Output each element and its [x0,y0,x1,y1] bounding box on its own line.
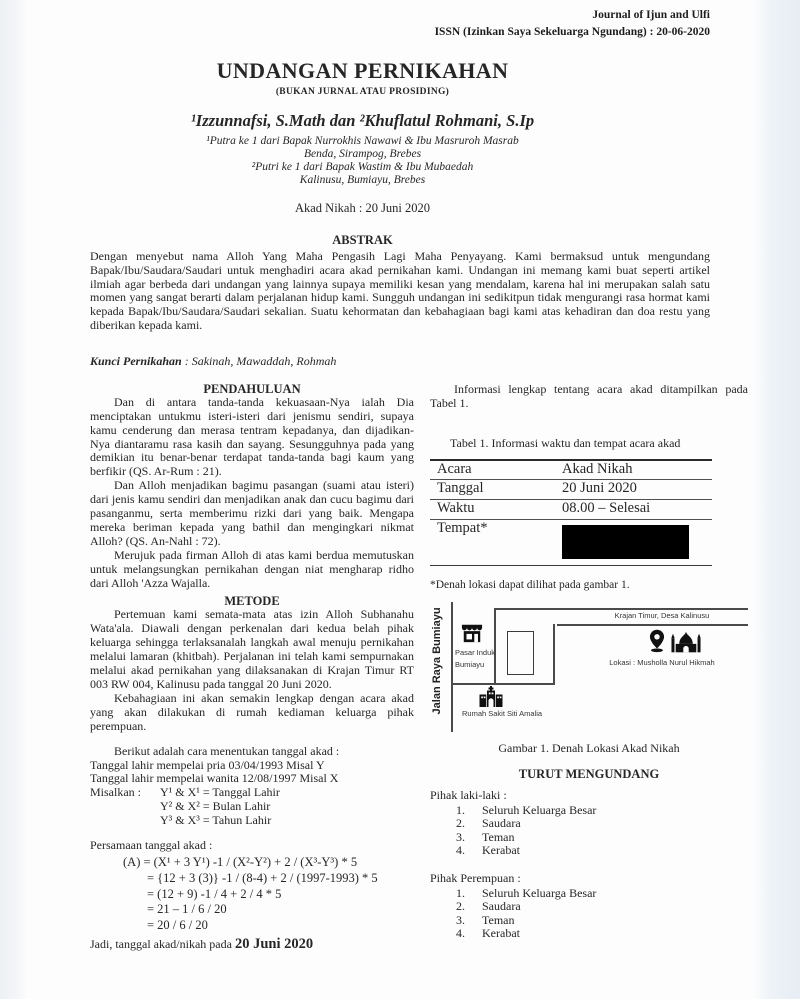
venue-location-label: Lokasi : Musholla Nurul Hikmah [609,658,715,668]
equation-block [90,855,414,934]
right-column [430,383,748,952]
assumption-label: Misalkan : [90,785,141,800]
list-item: Kerabat [482,926,520,941]
keywords-line [90,354,710,369]
pendahuluan-heading: PENDAHULUAN [203,381,301,396]
metode-paragraph-2: Kebahagiaan ini akan semakin lengkap dengan acara akad yang akan dilakukan di rumah kediaman keluarga pihak perempuan. [90,690,414,733]
table-row-value: Akad Nikah [562,460,633,477]
affiliation-line: Benda, Sirampog, Brebes [303,148,422,160]
assumption-line: Y² & X² = Bulan Lahir [160,799,271,814]
market-label-line2: Bumiayu [455,660,485,670]
assumption-line: Y¹ & X¹ = Tanggal Lahir [160,785,280,800]
two-column-body [90,381,748,952]
list-item: Kerabat [482,843,520,858]
equation-title: Persamaan tanggal akad : [90,838,213,853]
assumption-line: Y³ & X³ = Tahun Lahir [160,813,272,828]
equation-line: (A) = (X¹ + 3 Y¹) -1 / (X²-Y²) + 2 / (X³-Y³) * 5 [123,854,358,869]
list-item: Saudara [482,816,521,831]
side-road-right-line [553,624,555,685]
keywords-label: Kunci Pernikahan [90,353,182,368]
figure-caption: Gambar 1. Denah Lokasi Akad Nikah [498,741,680,756]
invite-heading: TURUT MENGUNDANG [518,767,660,782]
table-caption: Tabel 1. Informasi waktu dan tempat acara akad [450,435,681,450]
page-title: UNDANGAN PERNIKAHAN [216,58,509,83]
location-map-figure [426,602,748,732]
document-page [90,0,748,952]
storefront-icon [461,622,483,644]
groom-side-label: Pihak laki-laki : [430,787,507,802]
table-row-label: Tempat* [437,520,488,537]
groom-birthdate-line: Tanggal lahir mempelai pria 03/04/1993 Misal Y [90,757,325,772]
main-road-label: Jalan Raya Bumiayu [431,607,444,715]
table-row-value: 20 Juni 2020 [562,480,637,497]
map-pin-icon [648,628,666,654]
scan-left-margin [0,0,28,999]
hospital-label: Rumah Sakit Siti Amalia [462,709,543,719]
alley-road-top-line [494,608,748,610]
list-item: Teman [482,829,515,844]
table-row-value: 08.00 – Selesai [562,500,651,517]
hospital-icon [479,686,503,707]
conclusion-date: 20 Juni 2020 [234,935,314,952]
alley-name-label: Krajan Timur, Desa Kalinusu [614,611,710,621]
bride-side-list [430,887,748,941]
title-block [90,58,635,248]
redacted-location-box [562,525,689,559]
pendahuluan-paragraph-1: Dan di antara tanda-tanda kekuasaan-Nya ialah Dia menciptakan untukmu isteri-isteri dari jenismu sendiri, supaya kamu cenderung dan merasa tentram kepadanya, dan dijadikan-Nya diantaramu rasa kasih dan sayang. Sesungguhnya pada yang demikian itu benar-benar terdapat tanda-tanda bagi kaum yang berfikir (QS. Ar-Rum : 21). [90,394,414,479]
table-row [430,480,712,500]
building-block [507,631,534,675]
table-row-label: Tanggal [437,480,484,497]
table-intro-paragraph: Informasi lengkap tentang acara akad ditampilkan pada Tabel 1. [430,381,748,410]
metode-heading: METODE [224,594,280,609]
main-road-line [451,602,453,732]
page-subtitle: (BUKAN JURNAL ATAU PROSIDING) [275,87,450,97]
assumption-block [90,786,414,828]
affiliation-line: ²Putri ke 1 dari Bapak Wastim & Ibu Mubaedah [251,161,474,173]
cross-road-line [451,683,555,685]
conclusion-prefix: Jadi, tanggal akad/nikah pada [90,936,235,951]
keywords-value: : Sakinah, Mawaddah, Rohmah [181,353,337,368]
left-column [90,383,414,952]
side-road-left-line [494,608,496,685]
alley-road-bottom-line [557,624,748,626]
table-row-label: Acara [437,460,472,477]
abstract-text: Dengan menyebut nama Alloh Yang Maha Pengasih Lagi Maha Penyayang. Kami bermaksud untuk mengundang Bapak/Ibu/Saudara/Saudari untuk menghadiri acara akad pernikahan kami. Undangan ini memang kami buat seperti artikel ilmiah agar berbeda dari undangan yang lainnya supaya memiliki kesan yang mendalam, karena hal ini merupakan salah satu momen yang sangat berarti dalam perjalanan hidup kami. Sungguh undangan ini sedikitpun tidak mengurangi rasa hormat kami kepada Bapak/Ibu/Saudara/Saudari sekalian. Suatu kehormatan dan kebahagiaan bagi kami atas kehadiran dan doa restu yang diberikan kepada kami. [90,249,710,332]
date-derivation-block [90,745,414,828]
journal-header [90,7,710,41]
akad-date-line: Akad Nikah : 20 Juni 2020 [294,201,431,215]
journal-name: Journal of Ijun and Ulfi [592,9,710,21]
groom-side-list [430,804,748,858]
metode-paragraph-1: Pertemuan kami semata-mata atas izin Alloh Subhanahu Wata'ala. Diawali dengan perkenalan dari kedua belah pihak keluarga sehingga terlaksanalah langkah awal menuju pernikahan melalui lamaran (khitbah). Perjalanan ini telah kami sempurnakan melalui akad pernikahan yang dilaksanakan di Krajan Timur RT 003 RW 004, Kalinusu pada tanggal 20 Juni 2020. [90,607,414,691]
event-info-table [430,459,712,567]
table-row [430,500,712,520]
mosque-icon [671,631,701,653]
abstract-heading: ABSTRAK [332,233,393,247]
bride-side-label: Pihak Perempuan : [430,870,521,885]
table-row-label: Waktu [437,500,475,517]
list-item: Saudara [482,899,521,914]
table-row [430,520,712,566]
pendahuluan-paragraph-3: Merujuk pada firman Alloh di atas kami berdua memutuskan untuk melangsungkan pernikahan dengan niat mengharap ridho dari Alloh 'Azza Wajalla. [90,547,414,590]
equation-line: = (12 + 9) -1 / 4 + 2 / 4 * 5 [147,886,282,901]
bride-birthdate-line: Tanggal lahir mempelai wanita 12/08/1997 Misal X [90,771,339,786]
list-item: Seluruh Keluarga Besar [482,885,597,900]
assumption-lines [160,786,280,828]
equation-line: = 20 / 6 / 20 [147,918,208,933]
market-label-line1: Pasar Induk [455,648,496,658]
derivation-intro: Berikut adalah cara menentukan tanggal akad : [114,743,340,758]
list-item: Teman [482,912,515,927]
equation-line: = {12 + 3 (3)} -1 / (8-4) + 2 / (1997-1993) * 5 [147,870,378,885]
affiliation-line: ¹Putra ke 1 dari Bapak Nurrokhis Nawawi & Ibu Masruroh Masrab [206,135,519,147]
scan-right-margin [753,0,800,999]
authors-line: ¹Izzunnafsi, S.Math dan ²Khuflatul Rohmani, S.Ip [190,111,535,130]
table-row [430,461,712,481]
equation-line: = 21 – 1 / 6 / 20 [147,902,227,917]
table-footnote: *Denah lokasi dapat dilihat pada gambar 1. [430,579,630,592]
conclusion-line [90,935,414,952]
list-item: Seluruh Keluarga Besar [482,802,597,817]
issn-line: ISSN (Izinkan Saya Sekeluarga Ngundang) : 20-06-2020 [434,26,710,38]
table-row-value [562,520,689,565]
affiliation-line: Kalinusu, Bumiayu, Brebes [299,174,426,186]
pendahuluan-paragraph-2: Dan Alloh menjadikan bagimu pasangan (suami atau isteri) dari jenis kamu sendiri dan menjadikan anak dan cucu bagimu dari pasanganmu, serta memberimu rizki dari yang baik. Mengapa mereka beriman kepada yang bathil dan mengingkari nikmat Alloh? (QS. An-Nahl : 72). [90,478,414,548]
